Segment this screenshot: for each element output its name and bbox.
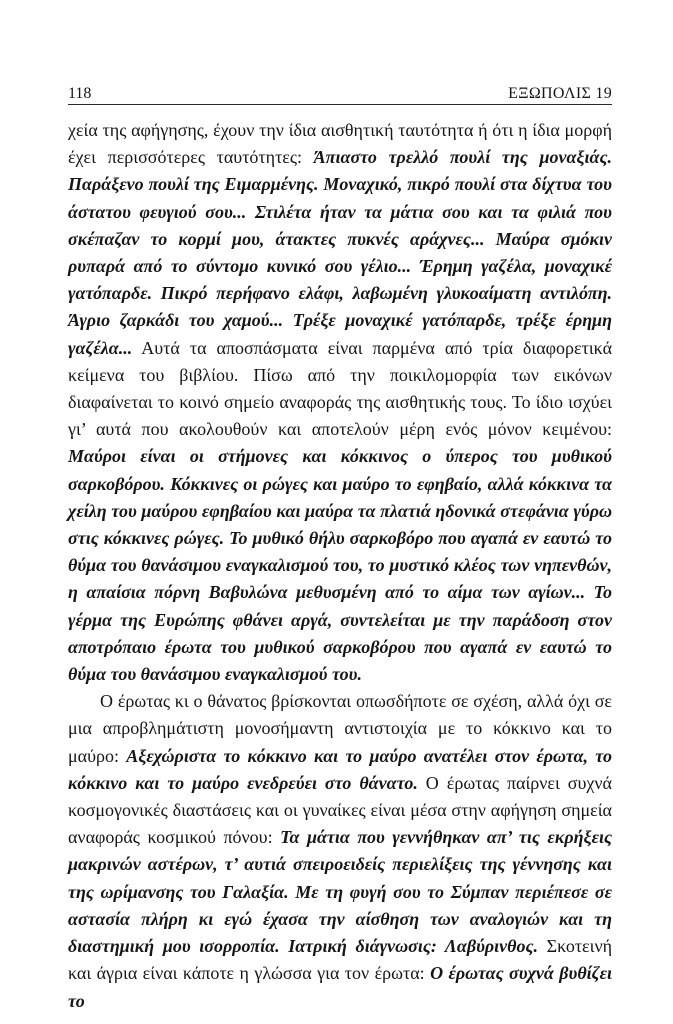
header-rule bbox=[68, 104, 612, 105]
text-run: Αυτά τα αποσπάσματα είναι παρμένα από τρία διαφορετικά κείμενα του βιβλίου. Πίσω από την ποικιλομορφία των εικόνων διαφαίνεται το κοινό σημείο αναφοράς της αισθητικής τους. Το ίδιο ισχύει γι’ αυτά που ακολουθούν και αποτελούν μέρη ενός μόνον κειμένου: bbox=[68, 337, 612, 440]
running-title: ΕΞΩΠΟΛΙΣ 19 bbox=[508, 85, 612, 102]
page-number: 118 bbox=[68, 85, 92, 102]
text-run: χεία της αφήγησης, έχουν την ίδια αισθητική ταυτότητα ή ότι η ίδια μορφή έχει περισσότερες ταυτότητες: bbox=[68, 120, 612, 168]
text-run: Ο έρωτας κι ο θάνατος βρίσκονται οπωσδήποτε σε σχέση, αλλά όχι σε μια απροβλημάτιστη μονοσήμαντη αντιστοιχία με το κόκκινο και το μαύρο: bbox=[68, 691, 612, 766]
page-header bbox=[68, 85, 612, 105]
quoted-excerpt: Ο έρωτας συχνά βυθίζει το bbox=[68, 963, 613, 1011]
quoted-excerpt: Μαύροι είναι οι στήμονες και κόκκινος ο ύπερος του μυθικού σαρκοβόρου. Κόκκινες οι ρώγες και μαύρο το εφηβαίο, αλλά κόκκινα τα χείλη του μαύρου εφηβαίου και μαύρα τα πλατιά ηδονικά στεφάνια γύρω στις κόκκινες ρώγες. Το μυθικό θήλυ σαρκοβόρο που αγαπά εν εαυτώ το θύμα του θανάσιμου εναγκαλισμού του, το μυστικό κλέος των νηπενθών, η απαίσια πόρνη Βαβυλώνα μεθυσμένη από το αίμα των αγίων... Το γέρμα της Ευρώπης φθάνει αργά, συντελείται με την παράδοση στον αποτρόπαιο έρωτα του μυθικού σαρκοβόρου που αγαπά εν εαυτώ το θύμα του θανάσιμου εναγκαλισμού του. bbox=[68, 446, 612, 685]
body-text bbox=[68, 117, 612, 1015]
text-run: Σκοτεινή και άγρια είναι κάποτε η γλώσσα για τον έρωτα: bbox=[68, 936, 612, 984]
paragraph-2 bbox=[68, 688, 612, 1014]
quoted-excerpt: Αξεχώριστα το κόκκινο και το μαύρο ανατέλει στον έρωτα, το κόκκινο και το μαύρο ενεδρεύει στο θάνατο. bbox=[68, 745, 612, 793]
quoted-excerpt: Άπιαστο τρελλό πουλί της μοναξιάς. Παράξενο πουλί της Ειμαρμένης. Μοναχικό, πικρό πουλί στα δίχτυα του άστατου φευγιού σου... Στιλέτα ήταν τα μάτια σου και τα φιλιά που σκέπαζαν το κορμί μου, άτακτες πυκνές αράχνες... Μαύρα σμόκιν ρυπαρά από το σύντομο κυνικό σου γέλιο... Έρημη γαζέλα, μοναχικέ γατόπαρδε. Πικρό περήφανο ελάφι, λαβωμένη γλυκοαίματη αντιλόπη. Άγριο ζαρκάδι του χαμού... Τρέξε μοναχικέ γατόπαρδε, τρέξε έρημη γαζέλα... bbox=[68, 147, 612, 358]
text-run: Ο έρωτας παίρνει συχνά κοσμογονικές διαστάσεις και οι γυναίκες είναι μέσα στην αφήγηση σημεία αναφοράς κοσμικού πόνου: bbox=[68, 772, 612, 848]
quoted-excerpt: Τα μάτια που γεννήθηκαν απ’ τις εκρήξεις μακρινών αστέρων, τ’ αυτιά σπειροειδείς περιελίξεις της γέννησης και της ωρίμανσης του Γαλαξία. Με τη φυγή σου το Σύμπαν περιέπεσε σε αστασία πλήρη κι εγώ έχασα την αίσθηση των αναλογιών και τη διαστημική μου ισορροπία. Ιατρική διάγνωσις: Λαβύρινθος. bbox=[68, 827, 613, 957]
paragraph-1 bbox=[68, 117, 612, 688]
